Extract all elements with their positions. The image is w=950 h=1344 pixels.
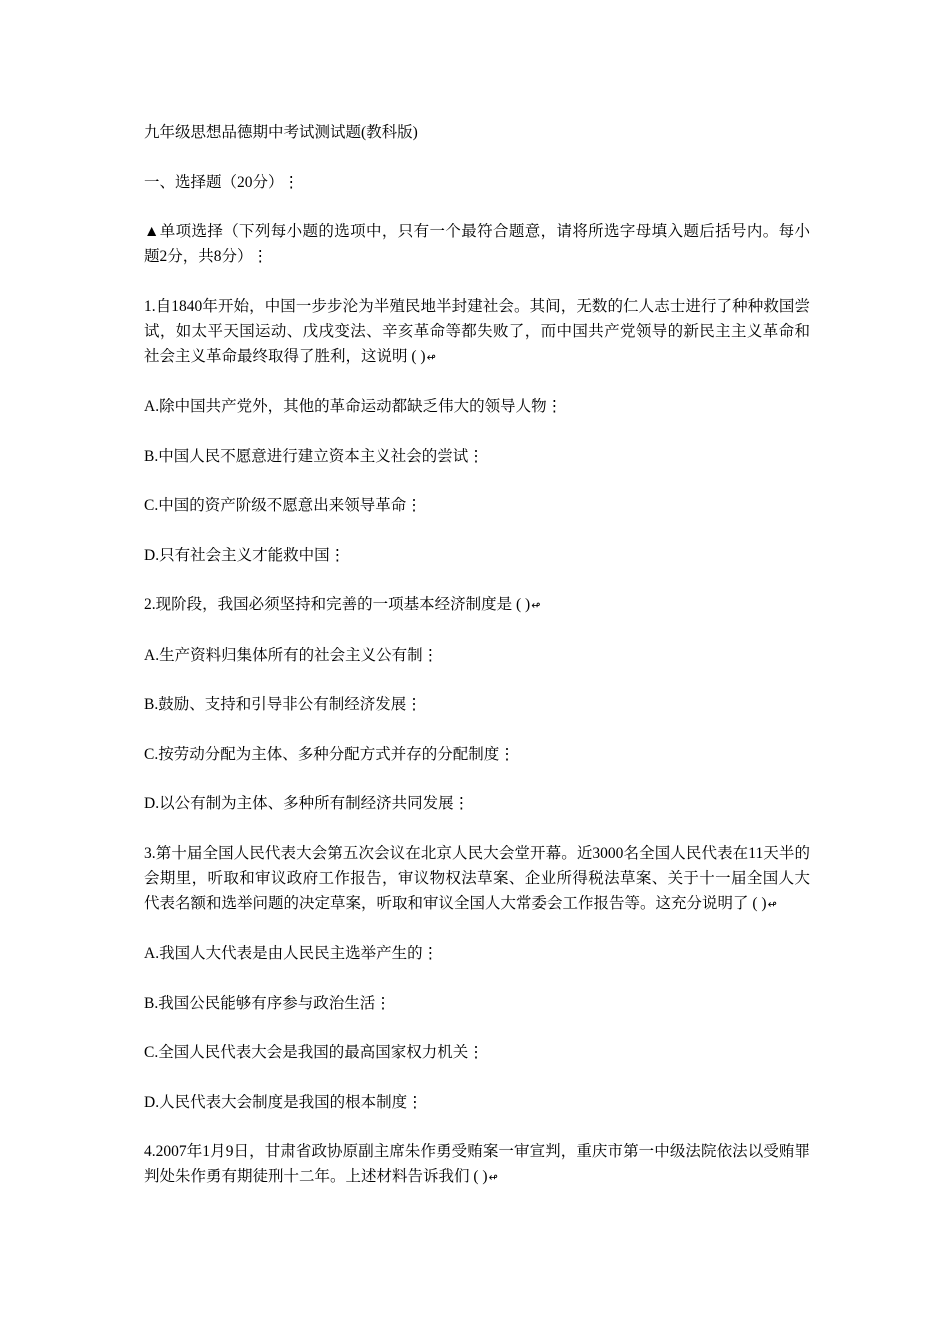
question-3-option-b: B.我国公民能够有序参与政治生活⋮: [144, 994, 391, 1012]
document-page: [144, 120, 810, 1215]
question-2-option-c: C.按劳动分配为主体、多种分配方式并存的分配制度⋮: [144, 745, 515, 763]
question-3-option-d: D.人民代表大会制度是我国的根本制度⋮: [144, 1093, 423, 1111]
question-3-stem: [144, 841, 810, 917]
question-1-option-d: D.只有社会主义才能救中国⋮: [144, 546, 346, 564]
question-1-stem: [144, 294, 810, 370]
paragraph-mark-icon: ↫: [531, 599, 541, 612]
question-4-stem: [144, 1139, 810, 1190]
paragraph-mark-icon: ↫: [426, 350, 436, 364]
section-heading: 一、选择题（20分）⋮: [144, 173, 300, 191]
question-stem-text: 3.第十届全国人民代表大会第五次会议在北京人民大会堂开幕。近3000名全国人民代表在11天半的会期里，听取和审议政府工作报告，审议物权法草案、企业所得税法草案、关于十一届全国人大代表名额和选举问题的决定草案，听取和审议全国人大常委会工作报告等。这充分说明了 ( ): [144, 844, 810, 912]
question-2-option-a: A.生产资料归集体所有的社会主义公有制⋮: [144, 646, 439, 664]
question-stem-text: 4.2007年1月9日，甘肃省政协原副主席朱作勇受贿案一审宣判，重庆市第一中级法院依法以受贿罪判处朱作勇有期徒刑十二年。上述材料告诉我们 ( ): [144, 1143, 810, 1185]
question-2-stem: [144, 592, 810, 618]
question-3-option-a: A.我国人大代表是由人民民主选举产生的⋮: [144, 945, 439, 962]
document-title: 九年级思想品德期中考试测试题(教科版): [144, 124, 418, 141]
question-1-option-c: C.中国的资产阶级不愿意出来领导革命⋮: [144, 497, 422, 514]
question-stem-text: 1.自1840年开始，中国一步步沦为半殖民地半封建社会。其间，无数的仁人志士进行了种种救国尝试，如太平天国运动、戊戌变法、辛亥革命等都失败了，而中国共产党领导的新民主主义革命和社会主义革命最终取得了胜利，这说明 ( ): [144, 297, 810, 365]
question-1-option-a: A.除中国共产党外，其他的革命运动都缺乏伟大的领导人物⋮: [144, 398, 563, 415]
paragraph-mark-icon: ↫: [488, 1171, 498, 1184]
question-2-option-b: B.鼓励、支持和引导非公有制经济发展⋮: [144, 696, 422, 713]
question-3-option-c: C.全国人民代表大会是我国的最高国家权力机关⋮: [144, 1044, 484, 1061]
question-stem-text: 2.现阶段，我国必须坚持和完善的一项基本经济制度是 ( ): [144, 596, 531, 613]
paragraph-mark-icon: ↫: [767, 897, 777, 911]
question-1-option-b: B.中国人民不愿意进行建立资本主义社会的尝试⋮: [144, 447, 484, 465]
instruction-text: ▲单项选择（下列每小题的选项中，只有一个最符合题意，请将所选字母填入题后括号内。每小题2分，共8分）⋮: [144, 223, 810, 265]
question-2-option-d: D.以公有制为主体、多种所有制经济共同发展⋮: [144, 795, 470, 812]
